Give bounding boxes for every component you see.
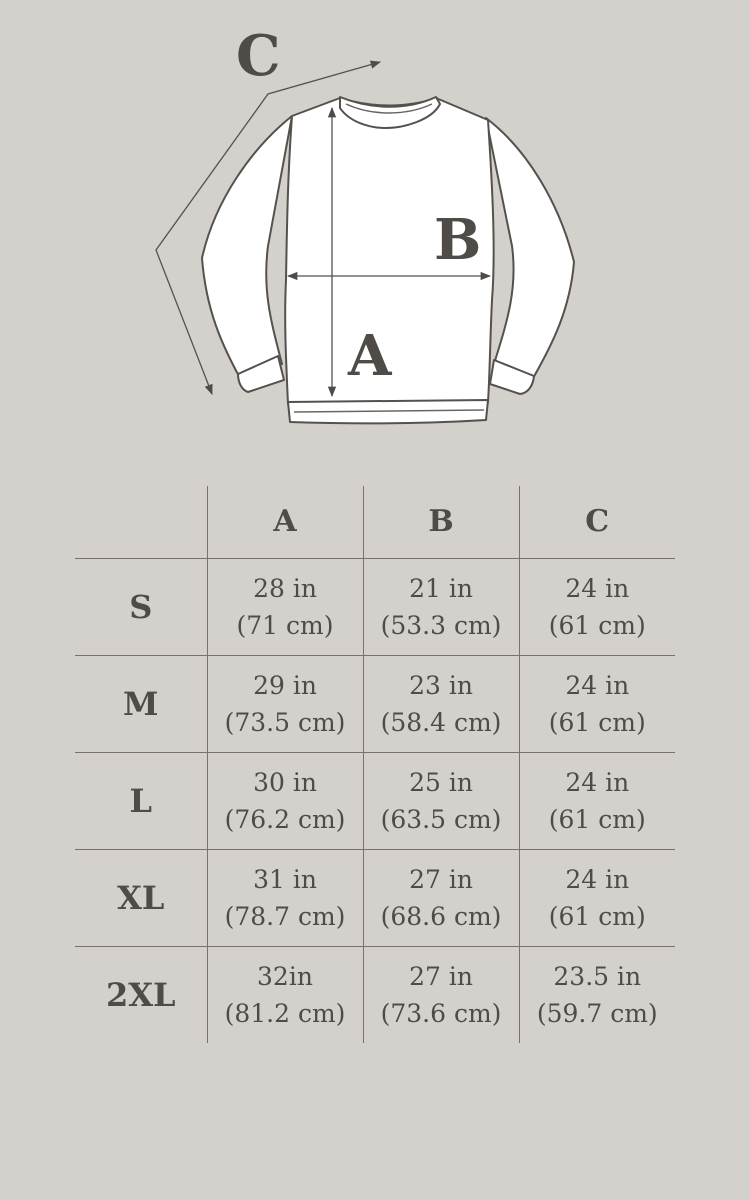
value-inches: 29 in <box>253 670 317 700</box>
value-centimeters: (63.5 cm) <box>380 804 502 834</box>
measure-label-b: B <box>434 207 482 273</box>
value-inches: 28 in <box>253 573 317 603</box>
measure-cell-c <box>519 752 675 849</box>
header-b: B <box>363 486 519 558</box>
measure-cell-a <box>207 946 363 1043</box>
value-centimeters: (53.3 cm) <box>380 610 502 640</box>
measure-cell-b <box>363 558 519 655</box>
size-chart-table <box>75 486 675 1043</box>
header-corner <box>75 486 207 558</box>
value-inches: 31 in <box>253 864 317 894</box>
value-centimeters: (71 cm) <box>236 610 334 640</box>
table-row <box>75 655 675 752</box>
value-centimeters: (68.6 cm) <box>380 901 502 931</box>
measure-cell-b <box>363 752 519 849</box>
table-row <box>75 849 675 946</box>
measure-cell-b <box>363 946 519 1043</box>
value-centimeters: (81.2 cm) <box>224 998 346 1028</box>
value-centimeters: (73.6 cm) <box>380 998 502 1028</box>
value-inches: 24 in <box>565 864 630 894</box>
value-inches: 24 in <box>565 670 630 700</box>
value-centimeters: (59.7 cm) <box>536 998 658 1028</box>
size-label: M <box>75 655 207 752</box>
value-inches: 23 in <box>409 670 473 700</box>
measure-label-c: C <box>236 23 281 89</box>
value-centimeters: (61 cm) <box>548 610 646 640</box>
header-c: C <box>519 486 675 558</box>
size-label: 2XL <box>105 975 176 1014</box>
value-inches: 23.5 in <box>553 961 642 991</box>
measure-label-a: A <box>348 323 392 389</box>
value-centimeters: (78.7 cm) <box>224 901 346 931</box>
header-row <box>75 486 675 558</box>
measure-cell-a <box>207 849 363 946</box>
measure-cell-b <box>363 849 519 946</box>
measure-cell-c <box>519 558 675 655</box>
measure-cell-a <box>207 655 363 752</box>
value-centimeters: (73.5 cm) <box>224 707 346 737</box>
table-row <box>75 946 675 1043</box>
sweatshirt-diagram <box>0 0 750 440</box>
table-row <box>75 558 675 655</box>
measure-cell-b <box>363 655 519 752</box>
value-centimeters: (61 cm) <box>548 901 646 931</box>
table-row <box>75 752 675 849</box>
size-label: L <box>75 752 207 849</box>
value-centimeters: (76.2 cm) <box>224 804 346 834</box>
size-label: S <box>75 558 207 655</box>
measure-cell-c <box>519 655 675 752</box>
value-inches: 30 in <box>253 767 317 797</box>
value-inches: 24 in <box>565 767 630 797</box>
size-label: XL <box>75 849 207 946</box>
value-inches: 21 in <box>409 573 473 603</box>
measure-cell-c <box>519 946 675 1043</box>
measure-cell-a <box>207 752 363 849</box>
measure-cell-c <box>519 849 675 946</box>
measure-cell-a <box>207 558 363 655</box>
value-inches: 27 in <box>409 864 473 894</box>
value-centimeters: (58.4 cm) <box>380 707 502 737</box>
right-sleeve <box>486 118 574 380</box>
value-centimeters: (61 cm) <box>548 707 646 737</box>
value-inches: 24 in <box>565 573 630 603</box>
value-inches: 27 in <box>409 961 473 991</box>
value-centimeters: (61 cm) <box>548 804 646 834</box>
left-sleeve <box>202 116 292 378</box>
value-inches: 32in <box>257 961 313 991</box>
value-inches: 25 in <box>409 767 473 797</box>
header-a: A <box>207 486 363 558</box>
